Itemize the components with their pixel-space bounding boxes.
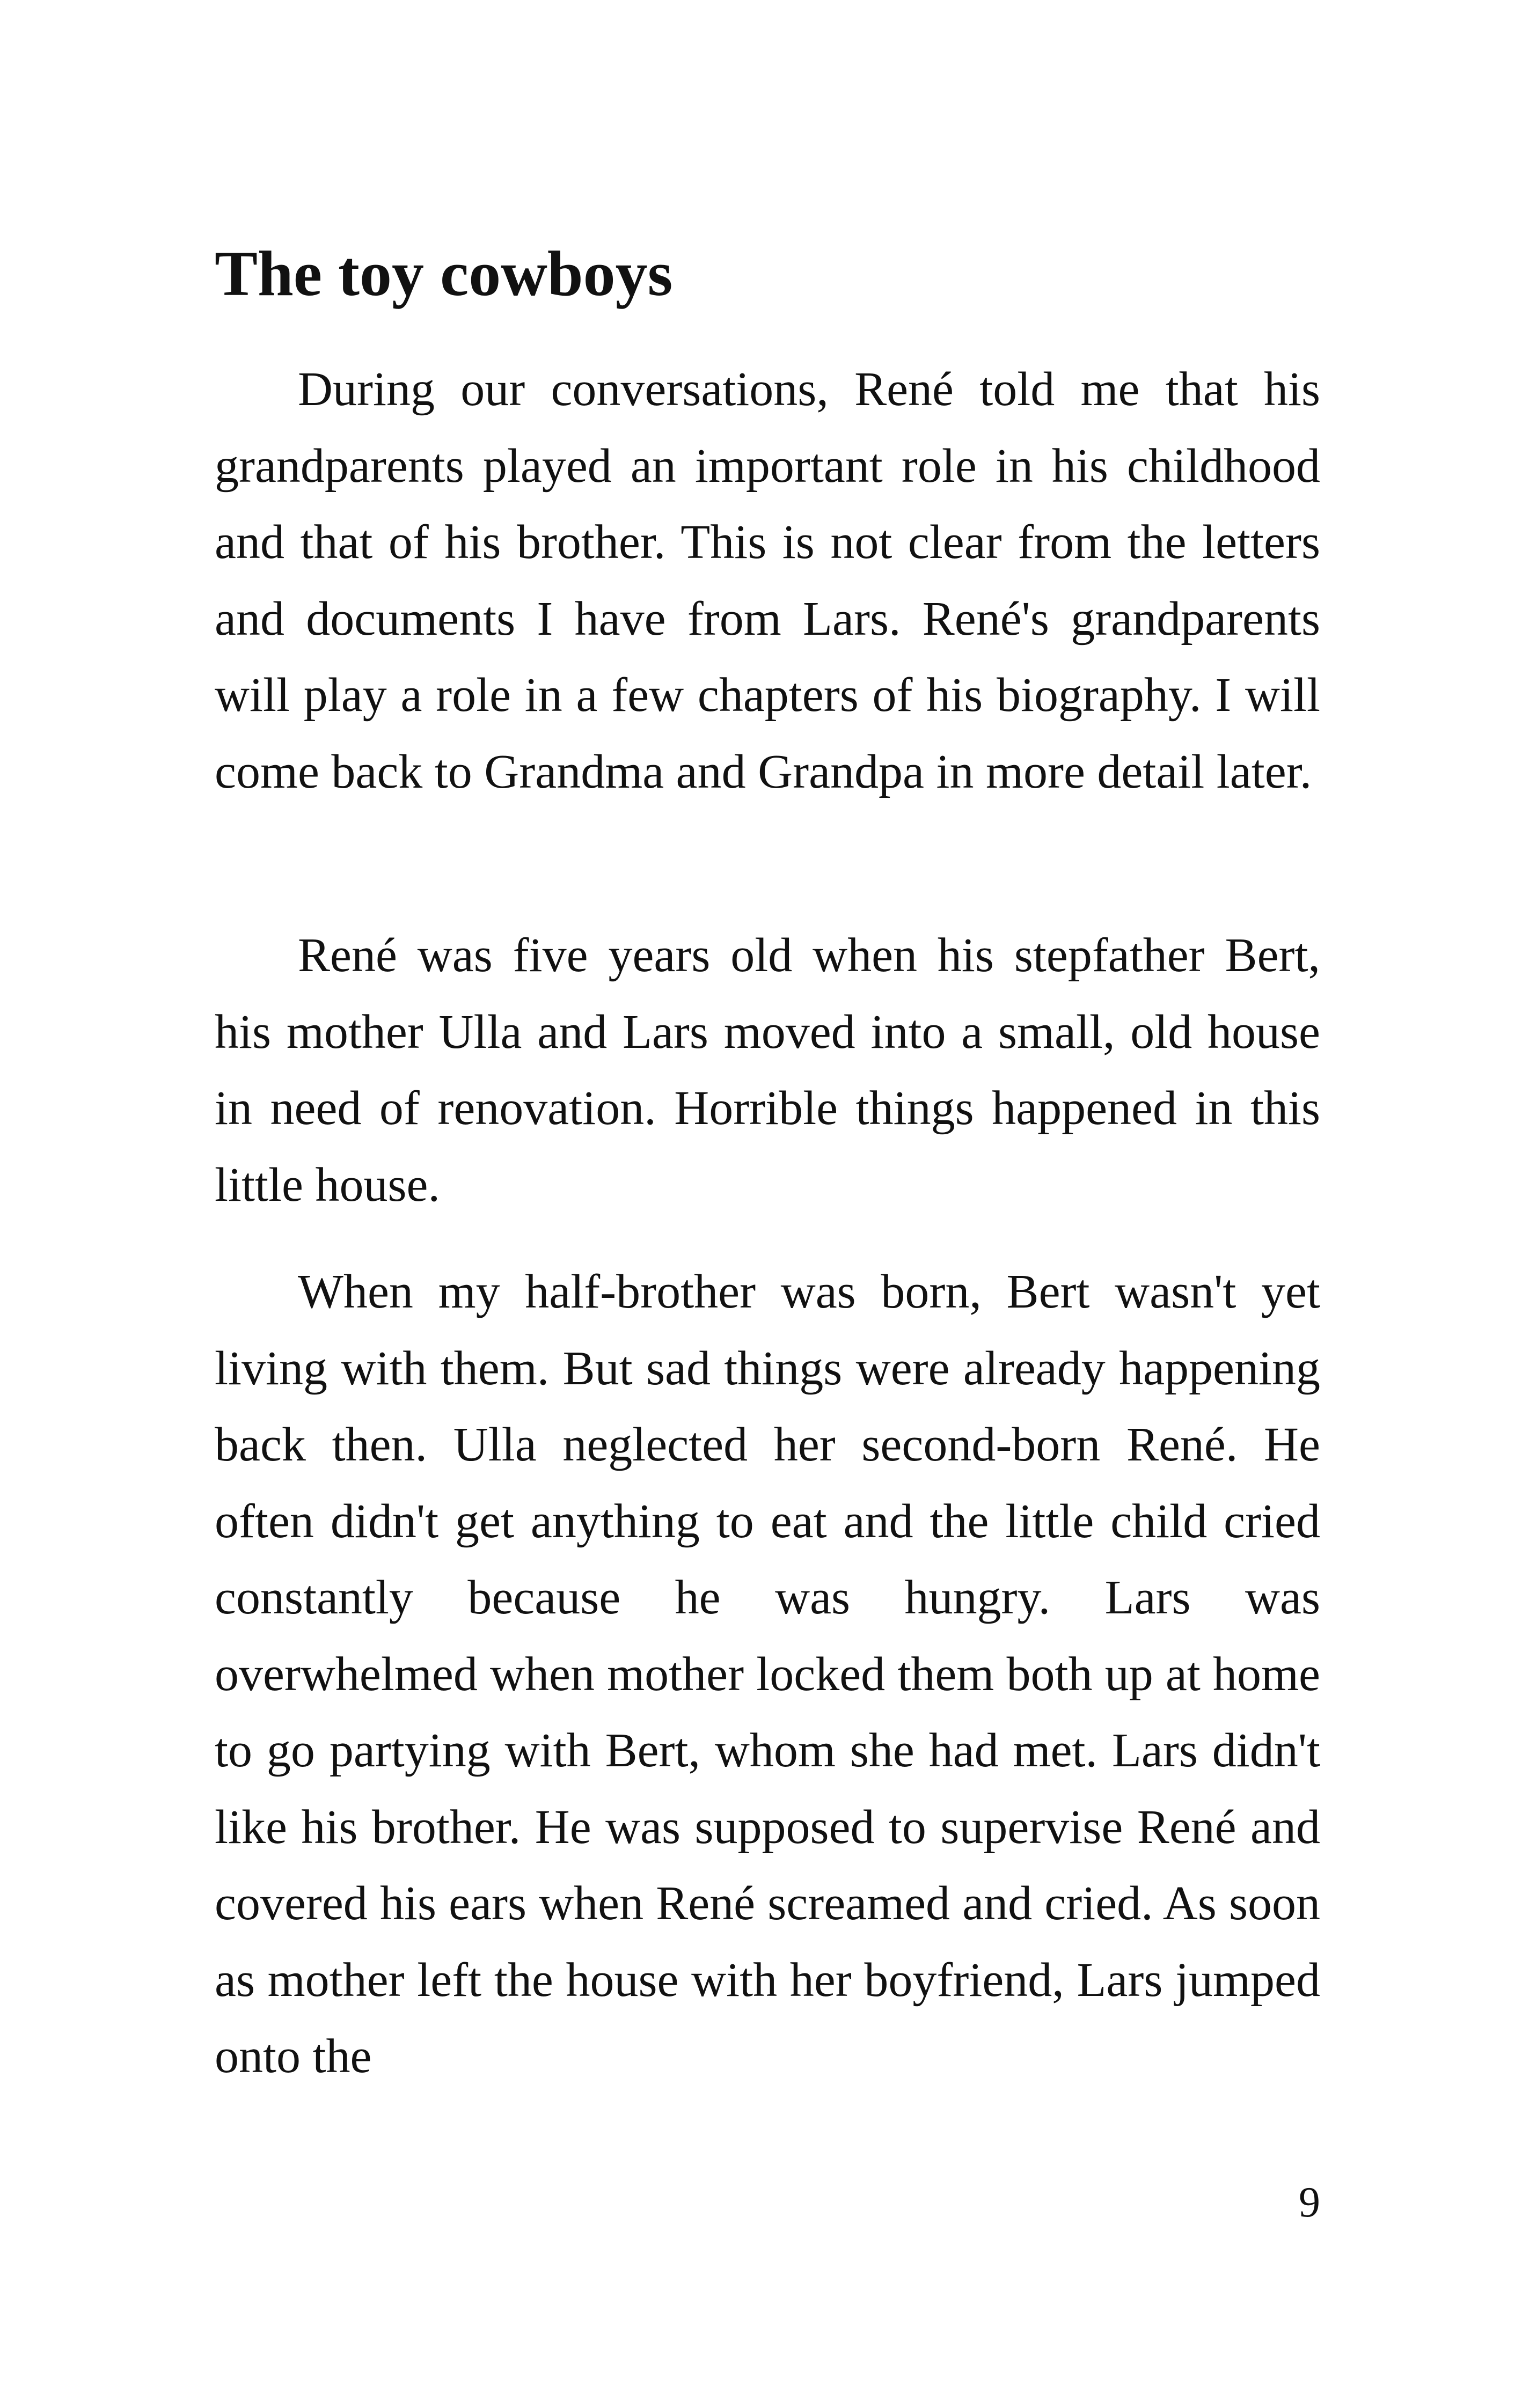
body-paragraph: When my half-brother was born, Bert wasn't yet living with them. But sad things were already happening back then. Ulla neglected her second-born René. He often didn't get anything to eat and the little child cried constantly because he was hungry. Lars was overwhelmed when mother locked them both up at home to go partying with Bert, whom she had met. Lars didn't like his brother. He was supposed to supervise René and covered his ears when René screamed and cried. As soon as mother left the house with her boyfriend, Lars jumped onto the — [215, 1265, 1320, 2083]
body-paragraph: René was five years old when his stepfather Bert, his mother Ulla and Lars moved into a small, old house in need of renovation. Horrible things happened in this little house. — [215, 929, 1320, 1212]
body-paragraph: During our conversations, René told me that his grandparents played an important role in his childhood and that of his brother. This is not clear from the letters and documents I have from Lars. René's grandparents will play a role in a few chapters of his biography. I will come back to Grandma and Grandpa in more detail later. — [215, 363, 1320, 798]
chapter-title: The toy cowboys — [215, 238, 673, 309]
book-page — [215, 0, 1320, 2408]
page-number: 9 — [1299, 2179, 1320, 2226]
